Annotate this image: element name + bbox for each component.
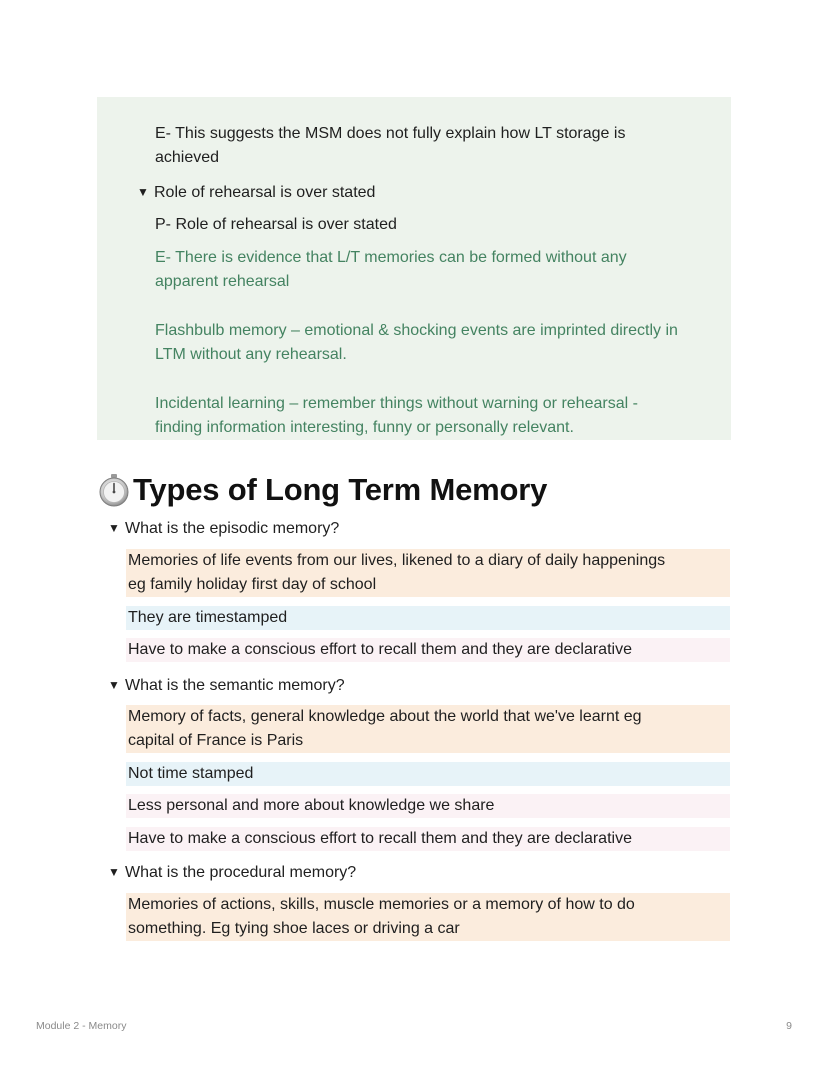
episodic-answer-line-1: Memories of life events from our lives, likened to a diary of daily happenings (128, 552, 666, 569)
episodic-conscious: Have to make a conscious effort to recall them and they are declarative (126, 638, 730, 662)
semantic-conscious: Have to make a conscious effort to recall them and they are declarative (126, 827, 730, 851)
episodic-timestamped: They are timestamped (126, 606, 730, 630)
toggle-label: What is the procedural memory? (125, 864, 357, 881)
toggle-triangle-icon: ▼ (108, 865, 120, 879)
toggle-rehearsal-overstated[interactable] (137, 180, 375, 205)
semantic-answer-line-1: Memory of facts, general knowledge about the world that we've learnt eg (128, 708, 642, 725)
semantic-answer-line-2: capital of France is Paris (128, 732, 304, 749)
semantic-answer (126, 705, 730, 753)
toggle-triangle-icon: ▼ (108, 521, 120, 535)
toggle-label: What is the episodic memory? (125, 520, 340, 537)
footer-module: Module 2 - Memory (36, 1020, 127, 1032)
toggle-procedural[interactable] (108, 860, 356, 885)
footer-page-number: 9 (786, 1020, 792, 1032)
toggle-triangle-icon: ▼ (137, 185, 149, 199)
flashbulb-line-1: Flashbulb memory – emotional & shocking events are imprinted directly in (155, 322, 678, 339)
critique-e-line-2: achieved (155, 149, 220, 166)
incidental-line-2: finding information interesting, funny or personally relevant. (155, 419, 574, 436)
toggle-label: Role of rehearsal is over stated (154, 184, 376, 201)
critique-p-line: P- Role of rehearsal is over stated (155, 216, 397, 233)
semantic-timestamped: Not time stamped (126, 762, 730, 786)
toggle-label: What is the semantic memory? (125, 677, 345, 694)
flashbulb-line-2: LTM without any rehearsal. (155, 346, 347, 363)
incidental-line-1: Incidental learning – remember things without warning or rehearsal - (155, 395, 638, 412)
section-heading (97, 470, 547, 510)
evidence-line-2: apparent rehearsal (155, 273, 290, 290)
toggle-episodic[interactable] (108, 516, 339, 541)
procedural-answer-line-1: Memories of actions, skills, muscle memories or a memory of how to do (128, 896, 635, 913)
toggle-semantic[interactable] (108, 673, 345, 698)
procedural-answer-line-2: something. Eg tying shoe laces or driving a car (128, 920, 460, 937)
episodic-answer-line-2: eg family holiday first day of school (128, 576, 377, 593)
section-title: Types of Long Term Memory (133, 472, 548, 507)
stopwatch-icon (97, 473, 131, 507)
procedural-answer (126, 893, 730, 941)
semantic-personal: Less personal and more about knowledge we share (126, 794, 730, 818)
episodic-answer (126, 549, 730, 597)
critique-e-line-1: E- This suggests the MSM does not fully explain how LT storage is (155, 125, 626, 142)
evidence-line-1: E- There is evidence that L/T memories can be formed without any (155, 249, 627, 266)
toggle-triangle-icon: ▼ (108, 678, 120, 692)
